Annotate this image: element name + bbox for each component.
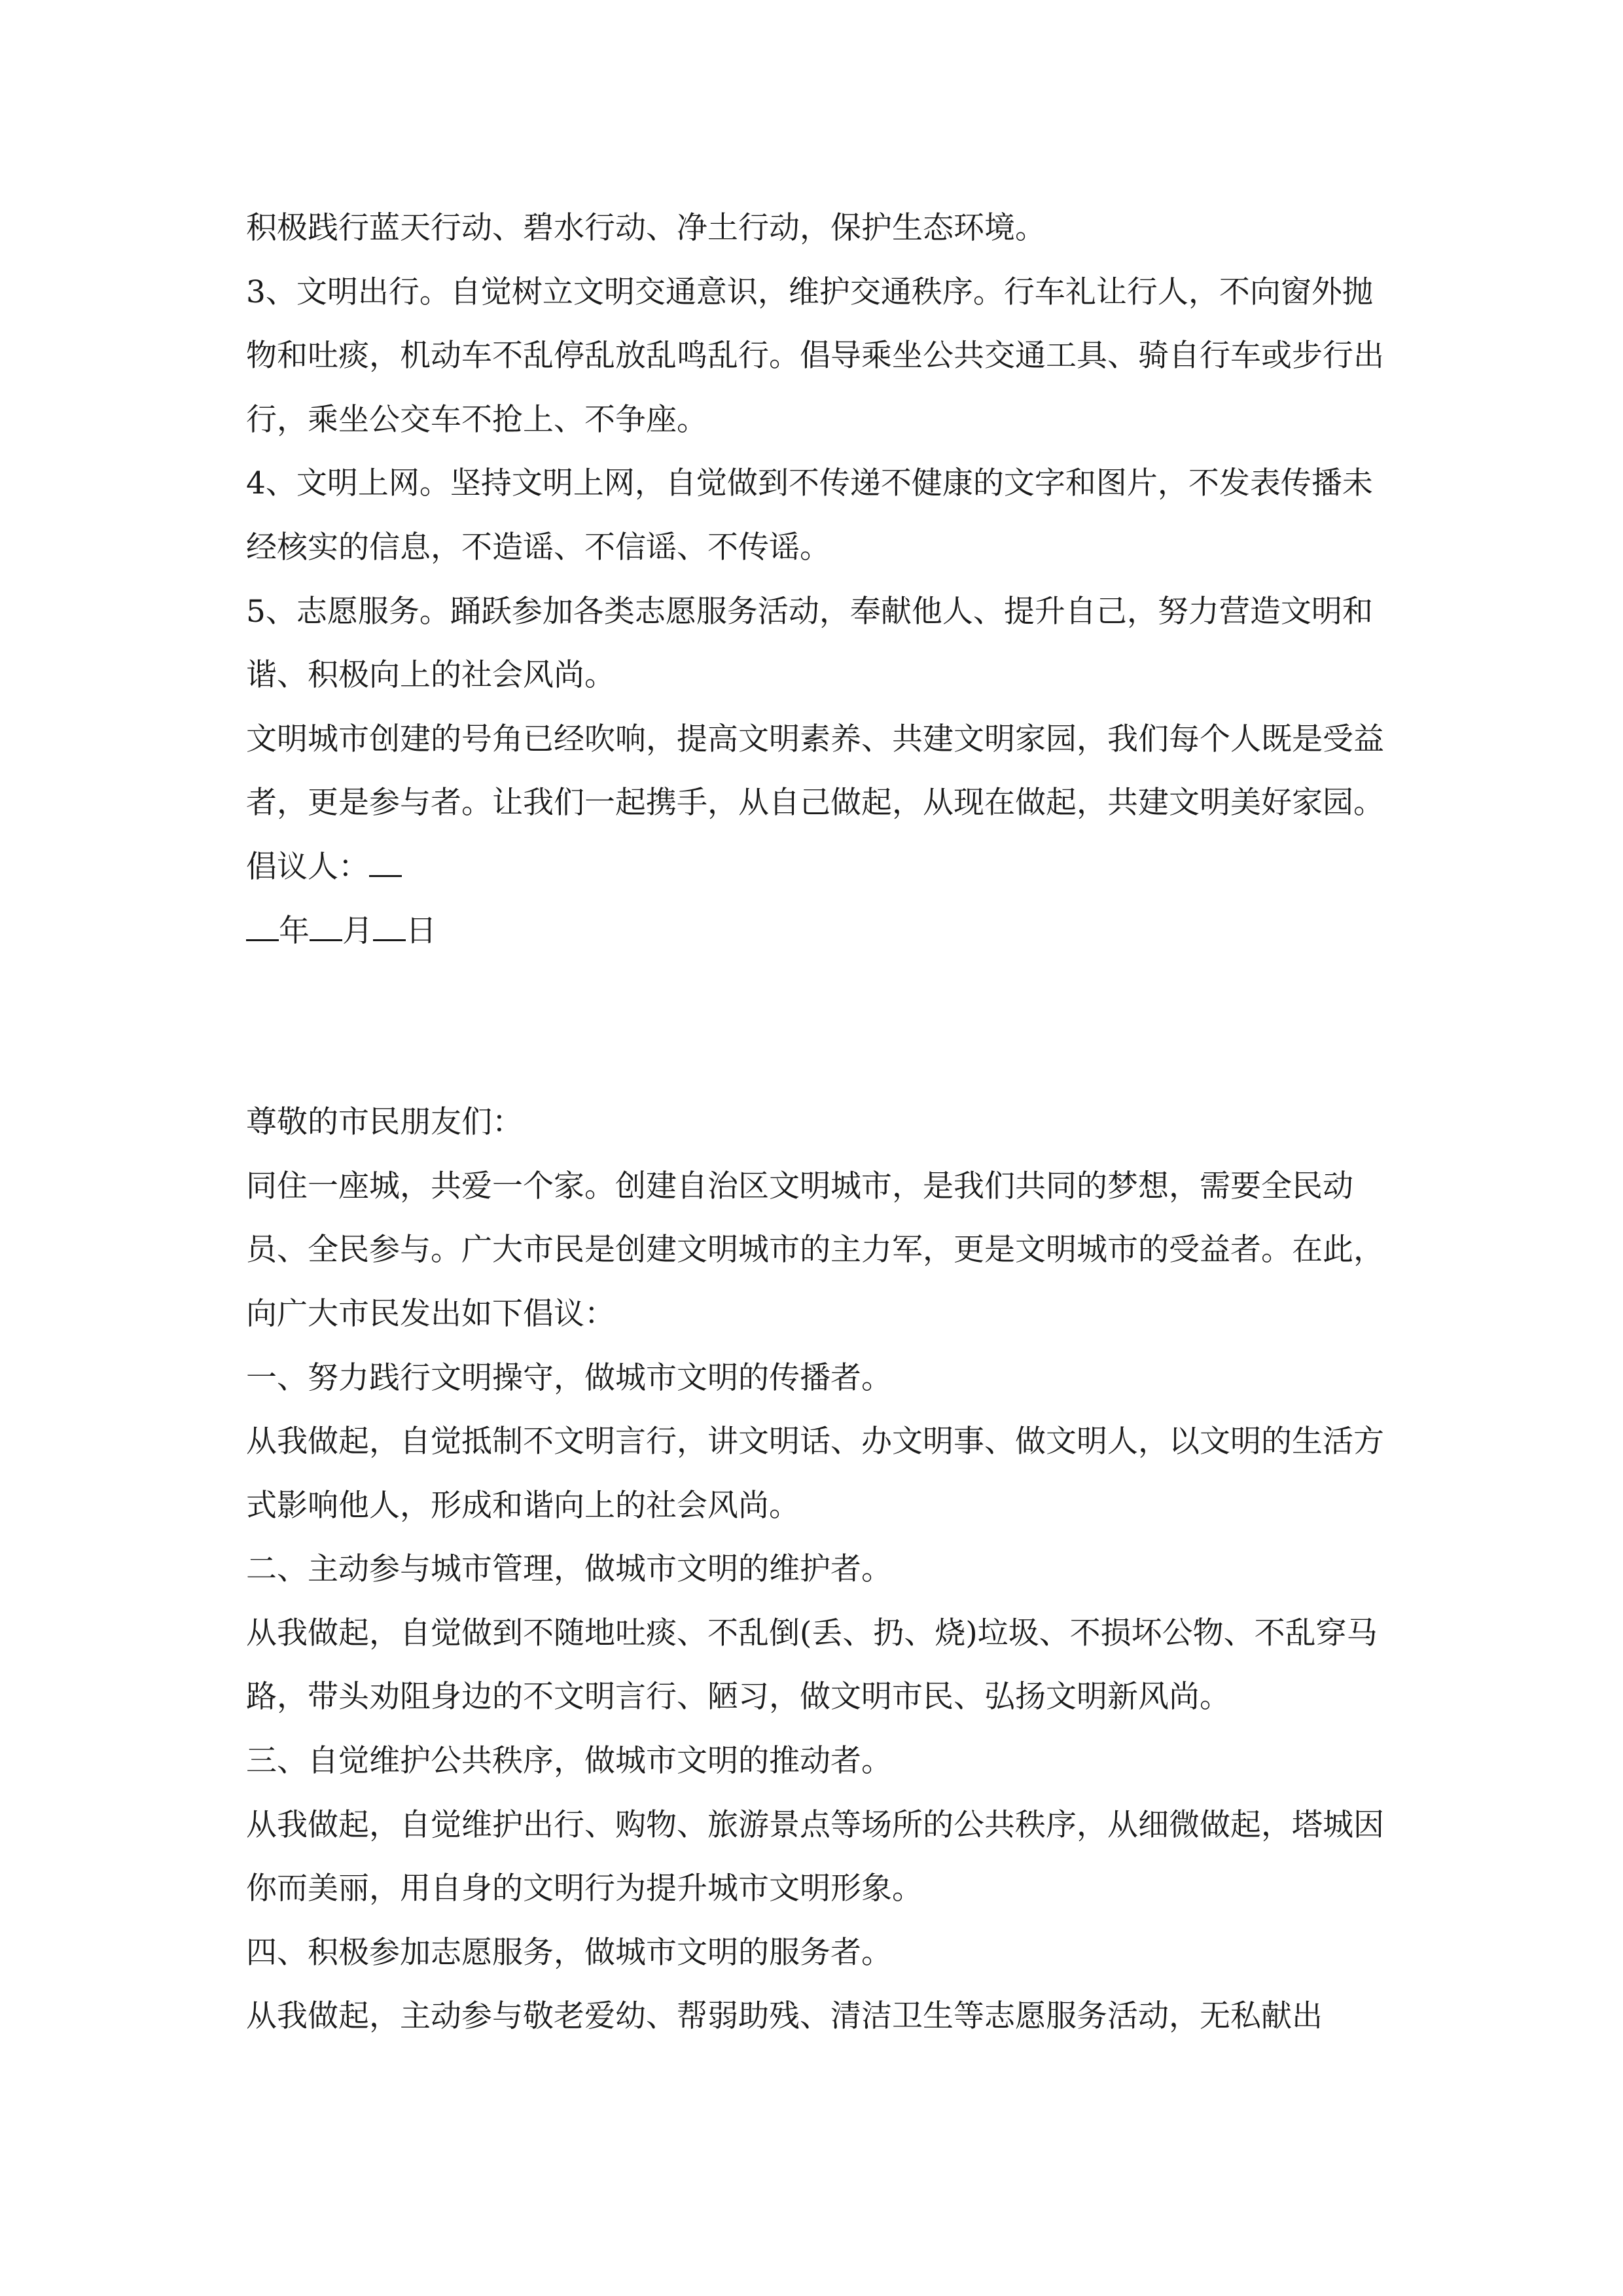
heading-item: 三、自觉维护公共秩序，做城市文明的推动者。 [246,1743,892,1780]
paragraph: 积极践行蓝天行动、碧水行动、净土行动，保护生态环境。 [246,210,1046,246]
salutation: 尊敬的市民朋友们： [246,1104,523,1141]
heading-item: 四、积极参加志愿服务，做城市文明的服务者。 [246,1934,892,1971]
signature-blank [369,848,402,877]
paragraph: 3、文明出行。自觉树立文明交通意识，维护交通秩序。行车礼让行人，不向窗外抛物和吐痰，机动车不乱停乱放乱鸣乱行。倡导乘坐公共交通工具、骑自行车或步行出行，乘坐公交车不抢上、不争座。 [246,274,1384,438]
date-line [246,899,1398,963]
paragraph: 从我做起，自觉做到不随地吐痰、不乱倒(丢、扔、烧)垃圾、不损坏公物、不乱穿马路，带头劝阻身边的不文明言行、陋习，做文明市民、弘扬文明新风尚。 [246,1615,1378,1715]
year-blank [246,911,279,941]
signature-line [246,835,1398,899]
paragraph: 4、文明上网。坚持文明上网，自觉做到不传递不健康的文字和图片，不发表传播未经核实的信息，不造谣、不信谣、不传谣。 [246,465,1373,565]
month-blank [310,911,342,941]
paragraph: 同住一座城，共爱一个家。创建自治区文明城市，是我们共同的梦想，需要全民动员、全民参与。广大市民是创建文明城市的主力军，更是文明城市的受益者。在此，向广大市民发出如下倡议： [246,1168,1384,1332]
day-blank [373,911,406,941]
heading-item: 一、努力践行文明操守，做城市文明的传播者。 [246,1359,892,1396]
signature-label: 倡议人： [246,848,369,885]
month-label: 月 [342,912,373,949]
year-label: 年 [279,912,310,949]
paragraph: 从我做起，主动参与敬老爱幼、帮弱助残、清洁卫生等志愿服务活动，无私献出 [246,1998,1323,2035]
document-body [246,196,1398,2049]
section-gap [246,963,1398,1090]
paragraph: 文明城市创建的号角已经吹响，提高文明素养、共建文明家园，我们每个人既是受益者，更是参与者。让我们一起携手，从自己做起，从现在做起，共建文明美好家园。 [246,721,1384,821]
heading-item: 二、主动参与城市管理，做城市文明的维护者。 [246,1551,892,1588]
paragraph: 从我做起，自觉抵制不文明言行，讲文明话、办文明事、做文明人，以文明的生活方式影响他人，形成和谐向上的社会风尚。 [246,1424,1384,1524]
paragraph: 从我做起，自觉维护出行、购物、旅游景点等场所的公共秩序，从细微做起，塔城因你而美丽，用自身的文明行为提升城市文明形象。 [246,1806,1384,1907]
day-label: 日 [406,912,437,949]
paragraph: 5、志愿服务。踊跃参加各类志愿服务活动，奉献他人、提升自己，努力营造文明和谐、积极向上的社会风尚。 [246,593,1373,694]
